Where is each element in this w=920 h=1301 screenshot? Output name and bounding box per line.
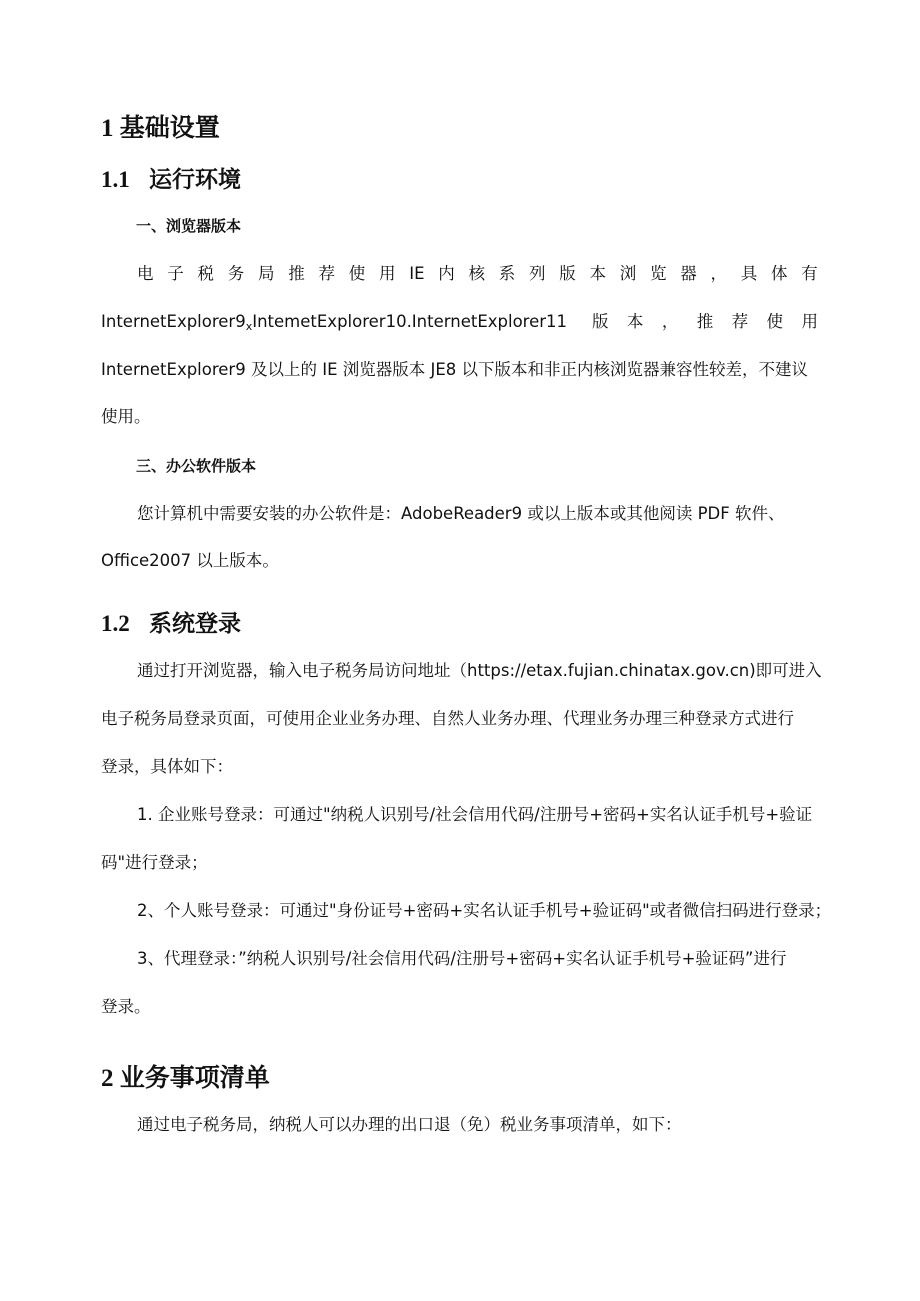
browser-line1-char: 推 <box>288 264 305 283</box>
login-item-1-line-1: 1. 企业账号登录：可通过"纳税人识别号/社会信用代码/注册号+密码+实名认证手机号+验证 <box>137 805 813 824</box>
browser-line1-char: 器 <box>680 264 697 283</box>
browser-line2-char: ， <box>661 312 679 331</box>
browser-line2-char: 版 <box>592 312 609 331</box>
login-item-3-line-1: 3、代理登录：”纳税人识别号/社会信用代码/注册号+密码+实名认证手机号+验证码”进行 <box>137 949 787 968</box>
ie9-subscript: x <box>245 320 253 333</box>
browser-line2-char: 推 <box>696 312 714 331</box>
office-para-line-2: Office2007 以上版本。 <box>101 551 279 570</box>
browser-line1-char: 核 <box>468 264 486 283</box>
browser-para-line-4: 使用。 <box>101 407 151 426</box>
browser-line1-char: IE <box>409 264 425 283</box>
browser-para-line-3: InternetExplorer9 及以上的 IE 浏览器版本 JE8 以下版本和非正内核浏览器兼容性较差，不建议 <box>101 360 809 379</box>
browser-line1-char: 系 <box>498 264 516 283</box>
browser-line1-char: 版 <box>559 264 576 283</box>
office-para-line-1: 您计算机中需要安装的办公软件是：AdobeReader9 或以上版本或其他阅读 PDF 软件、 <box>137 504 785 523</box>
browser-line1-char: 税 <box>197 264 214 283</box>
browser-line1-char: 局 <box>258 264 275 283</box>
browser-para-line-1 <box>137 262 818 286</box>
section-1-heading: 1 基础设置 <box>101 115 220 142</box>
browser-line1-char: 本 <box>589 264 607 283</box>
login-item-3-line-2: 登录。 <box>101 997 151 1016</box>
ie9-text: InternetExplorer9 <box>101 312 246 331</box>
browser-line2-char: 使 <box>766 312 784 331</box>
browser-line1-char: 荐 <box>318 264 335 283</box>
browser-line1-char: 使 <box>348 264 366 283</box>
browser-line1-char: 子 <box>167 264 184 283</box>
browser-line1-char: 务 <box>227 264 245 283</box>
browser-line1-char: 览 <box>650 264 667 283</box>
browser-line1-char: 电 <box>137 264 154 283</box>
browser-para-line-2 <box>101 310 818 339</box>
office-version-heading: 三、办公软件版本 <box>136 457 257 475</box>
browser-versions-text <box>101 310 567 339</box>
browser-line2-char: 荐 <box>731 312 749 331</box>
browser-line1-char: 列 <box>529 264 546 283</box>
section-1-1-number: 1.1 <box>101 167 130 192</box>
section-1-2-title: 系统登录 <box>149 611 241 636</box>
browser-line1-char: 用 <box>379 264 396 283</box>
section-2-para: 通过电子税务局，纳税人可以办理的出口退（免）税业务事项清单，如下： <box>137 1115 682 1134</box>
login-item-2-line-1: 2、个人账号登录：可通过"身份证号+密码+实名认证手机号+验证码"或者微信扫码进行登录； <box>137 901 832 920</box>
login-intro-line-3: 登录，具体如下： <box>101 757 233 776</box>
browser-line2-char: 本 <box>626 312 644 331</box>
browser-line1-char: 具 <box>740 264 758 283</box>
browser-line1-char: 浏 <box>619 264 637 283</box>
browser-line1-char: 内 <box>438 264 455 283</box>
browser-line2-tail <box>592 310 818 339</box>
login-intro-line-2: 电子税务局登录页面，可使用企业业务办理、自然人业务办理、代理业务办理三种登录方式进行 <box>101 709 794 728</box>
browser-line2-char: 用 <box>801 312 818 331</box>
browser-version-heading: 一、浏览器版本 <box>136 217 242 235</box>
login-item-1-line-2: 码"进行登录； <box>101 853 208 872</box>
ie10-ie11-text: IntemetExplorer10.InternetExplorer11 <box>252 312 568 331</box>
section-1-2-heading <box>101 609 241 639</box>
browser-line1-char: ， <box>710 264 728 283</box>
browser-line1-char: 有 <box>801 264 818 283</box>
section-1-2-number: 1.2 <box>101 611 130 636</box>
browser-line1-char: 体 <box>771 264 788 283</box>
section-2-heading: 2 业务事项清单 <box>101 1065 270 1092</box>
login-intro-line-1: 通过打开浏览器，输入电子税务局访问地址（https://etax.fujian.chinatax.gov.cn)即可进入 <box>137 661 822 680</box>
section-1-1-title: 运行环境 <box>149 167 241 192</box>
section-1-1-heading <box>101 165 241 195</box>
